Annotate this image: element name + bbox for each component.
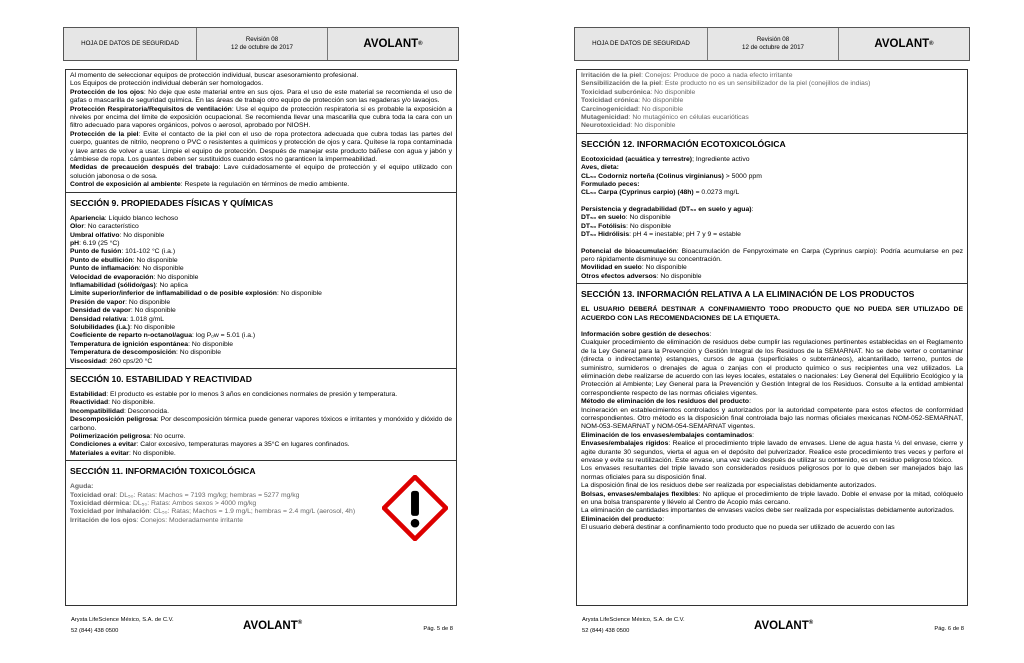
field-label: Mutagenicidad	[581, 114, 629, 122]
field-value: ; Ingrediente activo	[692, 155, 750, 163]
content-box	[65, 69, 457, 606]
field-label: Velocidad de evaporación	[70, 273, 154, 281]
field-label: Presión de vapor	[70, 298, 126, 306]
field-value: : pH 4 = inestable; pH 7 y 9 = estable	[629, 231, 741, 239]
doc-type: HOJA DE DATOS DE SEGURIDAD	[575, 28, 708, 60]
field-value: : CL₅₀: Ratas; Machos = 1.9 mg/L; hembras = 2.4 mg/L (aerosol, 4h)	[149, 508, 356, 516]
field-value: : No ocurre.	[150, 433, 186, 441]
text-line	[70, 483, 372, 491]
field-label: Información sobre gestión de desechos	[581, 330, 710, 338]
field-label: Método de eliminación de los residuos del producto	[581, 398, 750, 406]
field-value: : 1.018 g/mL	[126, 315, 165, 323]
text-line	[581, 223, 963, 231]
field-label: Apariencia	[70, 214, 105, 222]
field-value: : No disponible	[626, 222, 672, 230]
section-8-text	[70, 72, 452, 190]
field-label: Envases/embalajes rígidos	[581, 440, 669, 448]
field-value: : No disponible	[130, 307, 176, 315]
field-label: Toxicidad dérmica	[70, 500, 130, 508]
text-line	[581, 398, 963, 406]
field-value: : No disponible	[650, 88, 696, 96]
field-value: : El producto es estable por lo menos 3 años en condiciones normales de presión y temperatura.	[106, 391, 398, 398]
field-value: : Calor excesivo, temperaturas mayores a 35°C en lugares confinados.	[136, 441, 350, 449]
field-label: DT₅₀ Hidrólisis	[581, 231, 630, 239]
field-value: : Por descomposición térmica puede generar vapores tóxicos e irritantes y monóxido y dióxido de carbono.	[70, 416, 453, 432]
text-line	[581, 248, 963, 265]
section-12-persistence	[581, 206, 963, 240]
revision: Revisión 08	[756, 36, 790, 44]
field-label: Estabilidad	[70, 391, 107, 398]
field-label: Otros efectos adversos	[581, 272, 657, 280]
field-value: : log Pₒw = 5.01 (i.a.)	[192, 332, 256, 340]
section-13-list	[581, 331, 963, 533]
field-label: Eliminación de los envases/embalajes contaminados	[581, 431, 753, 439]
page-footer	[63, 615, 459, 639]
text-line	[70, 324, 452, 332]
text-line	[70, 450, 452, 458]
text-line	[581, 72, 963, 80]
field-value: Cualquier procedimiento de eliminación de residuos debe cumplir las regulaciones pertinentes establecidas en el Reglamento de la Ley General para la Prevención y Gestión Integral de los Residuos de la SEMARNAT. No se debe verter o contaminar (directa o indirectamente) estanques, cursos de agua (superficiales o subterráneos), alcantarillado, terreno, puntos de suministro, sumideros o drenajes de agua o zanjas con el producto químico o sus recipientes una vez utilizados. La eliminación debe realizarse de acuerdo con las leyes locales, estatales o nacionales: Ley General del Equilibrio Ecológico y la Protección al Ambiente; Ley General para la Prevención y Gestión Integral de los Residuos. Consulte a la entidad ambiental correspondiente respecto de las normas oficiales vigentes.	[581, 339, 963, 397]
text-line	[70, 391, 452, 399]
field-value: = 0.0273 mg/L	[693, 189, 740, 197]
text-line	[70, 316, 452, 324]
text-line	[581, 516, 963, 524]
text-line	[581, 114, 963, 122]
field-value: : No disponible	[625, 214, 671, 222]
field-value: : 6.19 (25 °C)	[79, 239, 120, 247]
text-line	[581, 507, 963, 515]
field-label: CL₅₀ Codorniz norteña (Colinus virginianus)	[581, 172, 724, 180]
page-header	[63, 27, 459, 61]
field-label: Persistencia y degradabilidad (DT₅₀ en suelo y agua)	[581, 205, 752, 213]
footer-company-block	[71, 615, 174, 637]
field-label: Eliminación del producto	[581, 515, 663, 523]
field-label: Umbral olfativo	[70, 231, 120, 239]
field-value: : No disponible	[630, 122, 676, 130]
field-value: > 5000 ppm	[723, 172, 762, 180]
field-value: :	[751, 205, 754, 213]
field-label: Sensibilización de la piel	[581, 80, 662, 88]
field-value: La eliminación de cantidades importantes de envases vacíos debe ser realizada por especialistas debidamente autorizados.	[581, 507, 955, 515]
text-line	[70, 441, 452, 449]
field-value: : 101-102 °C (i.a.)	[121, 248, 176, 256]
text-line	[70, 492, 372, 500]
field-value: La disposición final de los residuos debe ser realizada por especialistas debidamente autorizados.	[581, 482, 877, 490]
field-value: Los envases resultantes del triple lavado son considerados residuos peligrosos por lo que deben ser manejados bajo las normas oficiales para su disposición final.	[581, 465, 963, 481]
text-line	[581, 432, 963, 440]
page-footer	[574, 615, 970, 639]
field-label: Olor	[70, 223, 84, 231]
text-line	[70, 517, 372, 525]
field-value: : No disponible	[138, 265, 184, 273]
text-line	[70, 299, 452, 307]
doc-type: HOJA DE DATOS DE SEGURIDAD	[64, 28, 197, 60]
field-value: : No disponible	[125, 298, 171, 306]
field-label: Condiciones a evitar	[70, 441, 137, 449]
field-label: Toxicidad subcrónica	[581, 88, 651, 96]
field-label: Irritación de los ojos	[70, 516, 137, 524]
field-value: :	[749, 398, 751, 406]
field-label: Toxicidad por inhalación	[70, 508, 150, 516]
revision: Revisión 08	[245, 36, 279, 44]
text-line	[70, 89, 452, 106]
footer-company: Arysta LifeScience México, S.A. de C.V.	[582, 617, 685, 623]
field-value: : No aplique el procedimiento de triple lavado. Doble el envase por la mitad, colóquelo en una bolsa transparente y llévelo al Centro de Acopio más cercano.	[581, 490, 963, 507]
field-label: Protección Respiratoria/Requisitos de ventilación	[70, 105, 232, 113]
text-line	[581, 173, 963, 181]
field-label: Inflamabilidad (sólido/gas)	[70, 281, 156, 289]
text-line	[70, 257, 452, 265]
field-label: Movilidad en suelo	[581, 264, 642, 272]
field-value: : Conejos: Produce de poco a nada efecto irritante	[641, 72, 793, 79]
text-line	[70, 274, 452, 282]
text-line	[581, 264, 963, 272]
field-value: : No disponible	[276, 290, 322, 298]
text-line	[581, 339, 963, 398]
content-box	[576, 69, 968, 606]
field-label: Densidad relativa	[70, 315, 127, 323]
field-label: Temperatura de descomposición	[70, 349, 177, 357]
page-6	[574, 0, 970, 663]
text-line	[70, 399, 452, 407]
field-value: : Bioacumulación de Fenpyroximate en Carpa (Cyprinus carpio): Podría acumularse en pez pero rápidamente disminuye su concentración.	[581, 247, 964, 263]
section-11-list	[70, 483, 372, 525]
field-value: El usuario deberá destinar a confinamiento todo producto que no pueda ser utilizado de acuerdo con las	[581, 524, 895, 532]
field-value: : 260 cps/20 °C	[105, 357, 153, 365]
field-value: : Realice el procedimiento triple lavado de envases. Llene de agua hasta ¼ del envase, cierre y agite durante 30 segundos, vierta el agua en el depósito del pulverizador. Realice este procedimiento tres veces y perfore el envase y evite su reutilización. Este envase, una vez vacío después de utilizar su contenido, es un residuo peligroso tóxico.	[581, 440, 964, 465]
text-line	[581, 206, 963, 214]
text-line	[581, 122, 963, 130]
text-line	[70, 215, 452, 223]
text-line	[70, 164, 452, 181]
text-line	[70, 349, 452, 357]
text-line	[70, 416, 452, 433]
field-label: Control de exposición al ambiente	[70, 181, 181, 189]
field-value: : No disponible	[638, 97, 684, 105]
text-line	[70, 131, 452, 165]
page-5	[63, 0, 459, 663]
field-label: Potencial de bioacumulación	[581, 247, 677, 255]
text-line	[581, 273, 963, 281]
footer-product: AVOLANT®	[754, 620, 814, 632]
field-value: : No disponible	[641, 264, 687, 272]
field-label: Toxicidad crónica	[581, 97, 639, 105]
field-label: Medidas de precaución después del trabajo	[70, 164, 219, 172]
section-10-title: SECCIÓN 10. ESTABILIDAD Y REACTIVIDAD	[70, 374, 252, 384]
revision-cell	[197, 28, 328, 60]
field-value: : Evite el contacto de la piel con el uso de ropa protectora adecuada que cubra todas las partes del cuerpo, guantes de nitrilo, neopreno o PVC o resistentes a químicos y protección de ojos y cara. Quítese la ropa contaminada y lave antes de volver a usar. Limpie el equipo de protección. Después de manejar este producto báñese con agua y jabón y cámbiese de ropa. Los guantes deben ser sustituidos cuando estos no garanticen la impermeabilidad.	[70, 130, 452, 164]
field-value: : No disponible	[188, 340, 234, 348]
text-line	[581, 156, 963, 164]
section-13-warning: EL USUARIO DEBERÁ DESTINAR A CONFINAMIENTO TODO PRODUCTO QUE NO PUEDA SER UTILIZADO DE ACUERDO CON LAS RECOMENDACIONES DE LA ETIQUETA.	[581, 306, 963, 322]
field-label: Neurotoxicidad	[581, 122, 631, 130]
section-9-title: SECCIÓN 9. PROPIEDADES FÍSICAS Y QUÍMICAS	[70, 197, 274, 208]
field-value: : Conejos: Moderadamente irritante	[136, 516, 244, 524]
section-12-ecotox	[581, 156, 963, 198]
text-line	[581, 189, 963, 197]
field-label: Aguda:	[70, 483, 94, 491]
text-line	[70, 307, 452, 315]
field-label: Temperatura de ignición espontánea	[70, 340, 189, 348]
section-12-bioaccumulation	[581, 248, 963, 282]
field-label: Bolsas, envases/embalajes flexibles	[581, 490, 699, 498]
text-line	[581, 491, 963, 508]
text-line	[70, 282, 452, 290]
text-line	[581, 331, 963, 339]
field-label: DT₅₀ en suelo	[581, 214, 626, 222]
field-value: : No disponible	[153, 273, 199, 281]
text-line	[70, 248, 452, 256]
field-value: : Desconocida.	[124, 407, 169, 415]
field-label: Límite superior/inferior de inflamabilidad o de posible explosión	[70, 290, 277, 298]
field-label: Densidad de vapor	[70, 307, 131, 315]
text-line	[70, 500, 372, 508]
text-line	[581, 482, 963, 490]
page-number: Pág. 6 de 8	[934, 626, 964, 632]
field-label: Ecotoxicidad (acuática y terrestre)	[581, 155, 693, 163]
field-value: : No disponible	[176, 349, 221, 357]
field-label: Protección de la piel	[70, 130, 139, 138]
text-line	[581, 164, 963, 172]
field-label: Polimerización peligrosa	[70, 433, 151, 441]
field-value: : Use el equipo de protección respiratoria si es probable la exposición a niveles por encima del límite de exposición ocupacional. Se recomienda llevar una mascarilla que cubra toda la cara con un filtro adecuado para vapores orgánicos, polvos o aerosol, aprobado por NIOSH.	[70, 105, 452, 130]
field-value: : No deje que este material entre en sus ojos. Para el uso de este material se recomienda el uso de gafas o mascarilla de seguridad química. En las áreas de trabajo otro equipo de protección son las regaderas y/o lavaojos.	[70, 88, 452, 105]
field-label: Viscosidad	[70, 357, 106, 365]
text-line	[70, 341, 452, 349]
text-line	[70, 408, 452, 416]
field-label: Reactividad	[70, 399, 109, 407]
field-label: Solubilidades (i.a.)	[70, 323, 131, 331]
field-label: Punto de inflamación	[70, 265, 139, 273]
text-line	[581, 524, 963, 532]
field-label: Toxicidad oral	[70, 491, 116, 499]
field-value: : Respete la regulación en términos de medio ambiente.	[180, 181, 350, 189]
section-10-list	[70, 391, 452, 458]
text-line	[581, 181, 963, 189]
header-product: AVOLANT ®	[363, 38, 423, 50]
section-13-title: SECCIÓN 13. INFORMACIÓN RELATIVA A LA ELIMINACIÓN DE LOS PRODUCTOS	[581, 289, 915, 300]
section-9-list	[70, 215, 452, 366]
text-line	[70, 265, 452, 273]
page-number: Pág. 5 de 8	[423, 626, 453, 632]
text-line	[581, 97, 963, 105]
hazard-exclamation-icon	[382, 475, 448, 541]
field-value: : DL₅₀: Ratas: Machos = 7193 mg/kg; hembras = 5277 mg/kg	[115, 491, 300, 499]
field-value: : No disponible.	[108, 399, 156, 407]
field-label: Punto de fusión	[70, 248, 122, 256]
page-header	[574, 27, 970, 61]
field-value: Incineración en establecimientos controlados y autorizados por la autoridad competente para estos efectos de conformidad correspondientes. Otro método es la disposición final controlada bajo las normas oficiales mexicanas NOM-052-SEMARNAT, NOM-053-SEMARNAT y NOM-054-SEMARNAT vigentes.	[581, 406, 963, 431]
text-line	[70, 72, 452, 80]
footer-phone: 52 (844) 438 0500	[71, 628, 119, 634]
field-value: : No mutagénico en células eucarióticas	[628, 114, 749, 122]
section-11-continued	[581, 72, 963, 131]
field-label: Carcinogenicidad	[581, 105, 639, 113]
field-label: Formulado peces:	[581, 181, 640, 189]
field-value: : DL₅₀: Ratas: Ambos sexos > 4000 mg/kg	[129, 500, 257, 508]
text-line	[581, 407, 963, 432]
field-value: Al momento de seleccionar equipos de protección individual, buscar asesoramiento profesional.	[70, 72, 359, 79]
section-12-title: SECCIÓN 12. INFORMACIÓN ECOTOXICOLÓGICA	[581, 138, 786, 149]
footer-company: Arysta LifeScience México, S.A. de C.V.	[71, 617, 174, 623]
header-product: AVOLANT ®	[874, 38, 934, 50]
field-value: :	[752, 431, 755, 439]
text-line	[581, 214, 963, 222]
field-value: : No disponible	[638, 105, 683, 113]
text-line	[70, 181, 452, 189]
field-label: Coeficiente de reparto n-octanol/agua	[70, 332, 192, 340]
text-line	[70, 223, 452, 231]
text-line	[70, 332, 452, 340]
text-line	[581, 89, 963, 97]
footer-phone: 52 (844) 438 0500	[582, 628, 630, 634]
text-line	[70, 80, 452, 88]
field-value: : No característico	[83, 223, 139, 231]
field-value: : No disponible	[132, 256, 178, 264]
field-label: Incompatibilidad	[70, 407, 125, 415]
field-value: : No disponible	[656, 272, 702, 280]
revision-date: 12 de octubre de 2017	[742, 44, 804, 51]
field-value: :	[662, 515, 665, 523]
text-line	[581, 80, 963, 88]
text-line	[70, 508, 372, 516]
field-value: : No disponible	[130, 323, 176, 331]
field-value: : Líquido blanco lechoso	[104, 214, 179, 222]
field-label: Protección de los ojos	[70, 88, 144, 96]
section-11-title: SECCIÓN 11. INFORMACIÓN TOXICOLÓGICA	[70, 466, 256, 477]
text-line	[581, 440, 963, 465]
field-value: : Este producto no es un sensibilizador de la piel (conejillos de indias)	[661, 80, 871, 88]
field-label: Irritación de la piel	[581, 72, 642, 79]
text-line	[581, 465, 963, 482]
field-label: Punto de ebullición	[70, 256, 133, 264]
field-label: Aves, dieta:	[581, 164, 619, 172]
revision-date: 12 de octubre de 2017	[231, 44, 293, 51]
footer-company-block	[582, 615, 685, 637]
field-label: DT₅₀ Fotólisis	[581, 222, 627, 230]
field-value: : No aplica	[155, 281, 188, 289]
field-label: pH	[70, 239, 80, 247]
field-label: Materiales a evitar	[70, 449, 129, 457]
field-label: CL₅₀ Carpa (Cyprinus carpio) (48h)	[581, 189, 694, 197]
field-value: : Lave cuidadosamente el equipo de protección y el equipo utilizado con solución jabonosa o de sosa.	[70, 164, 452, 180]
text-line	[581, 106, 963, 114]
text-line	[581, 231, 963, 239]
revision-cell	[708, 28, 839, 60]
field-value: : No disponible.	[128, 449, 176, 457]
text-line	[70, 358, 452, 366]
field-label: Descomposición peligrosa	[70, 416, 157, 424]
text-line	[70, 232, 452, 240]
text-line	[70, 290, 452, 298]
field-value: :	[709, 330, 712, 338]
field-value: : No disponible	[119, 231, 165, 239]
footer-product: AVOLANT®	[243, 620, 303, 632]
text-line	[70, 106, 452, 131]
field-value: Los Equipos de protección individual deberán ser homologados.	[70, 80, 264, 88]
